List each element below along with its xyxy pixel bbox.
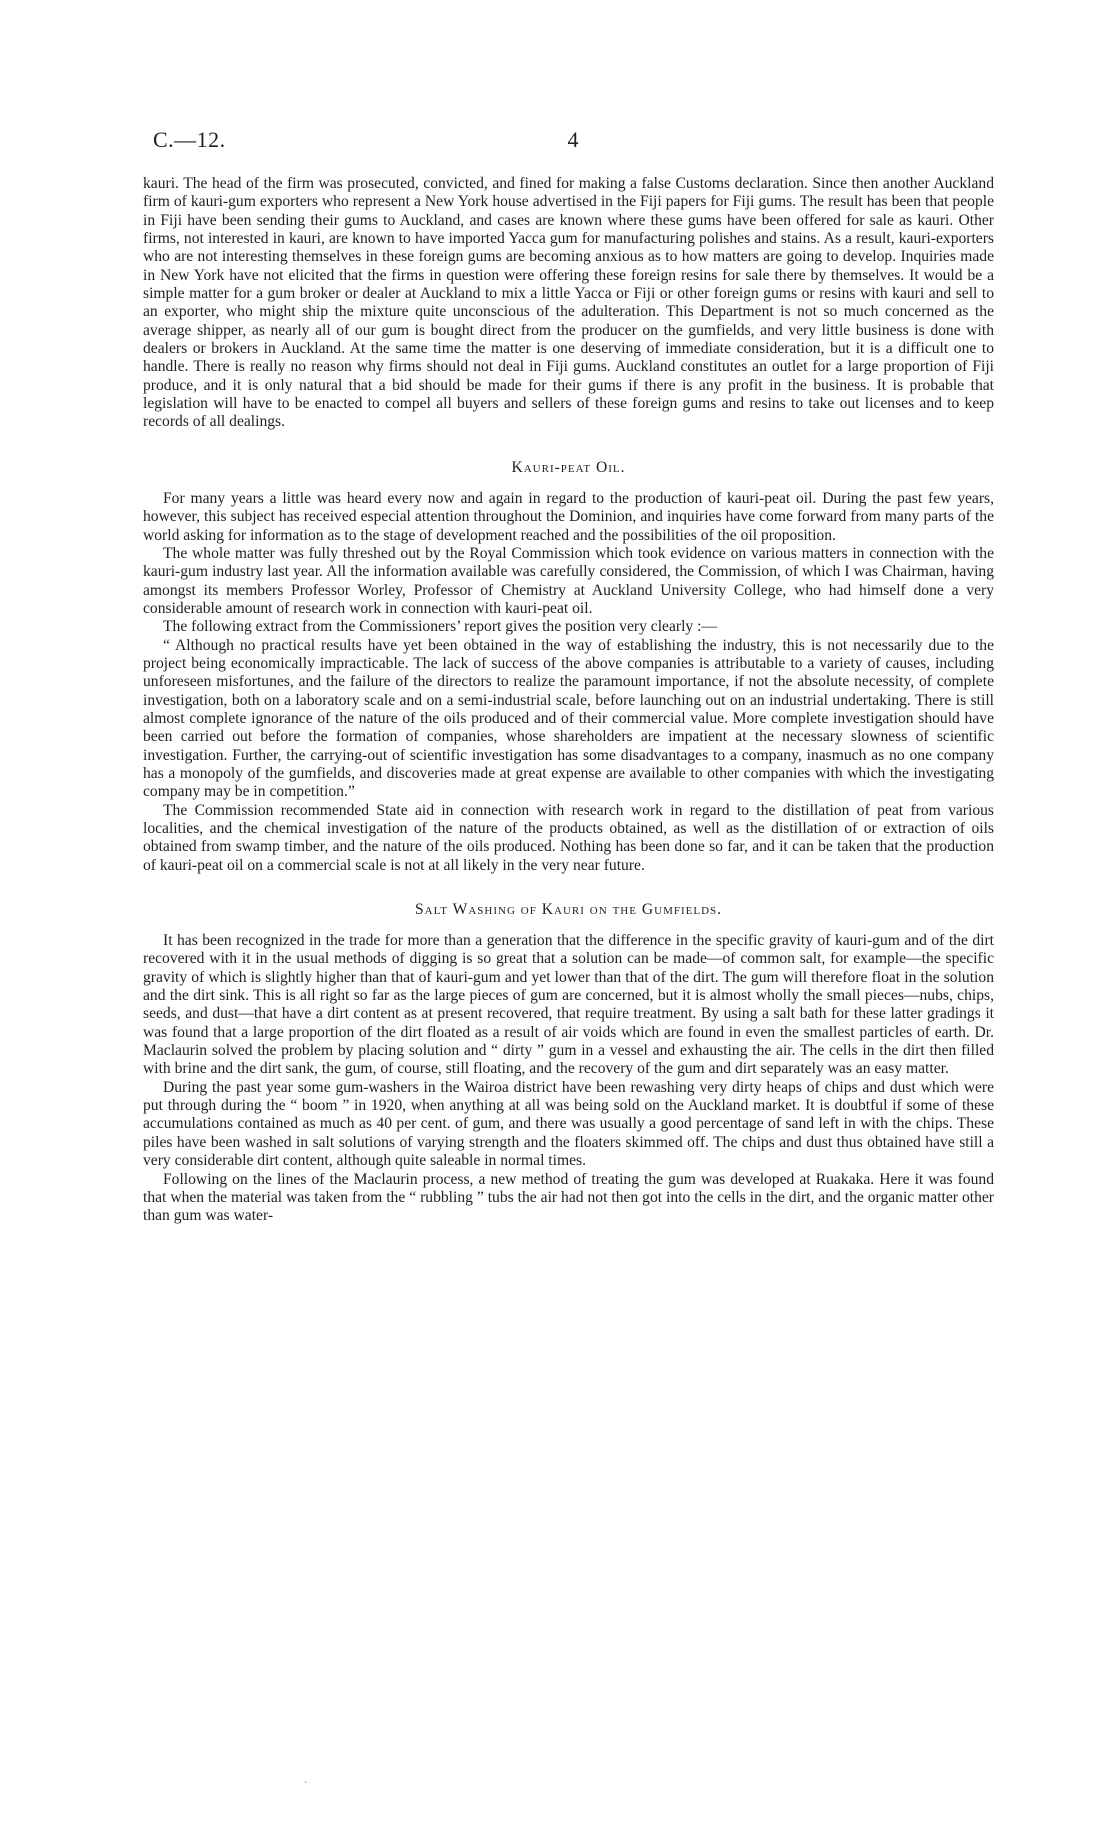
paragraph-kauri-peat-1: For many years a little was heard every now and again in regard to the production of kauri-peat oil. During the past few years, however, this subject has received especial attention throughout the Dominion, and inquiries have come forward from many parts of the world asking for information as to the stage of development reached and the possibilities of the oil proposition. — [143, 489, 994, 544]
paragraph-salt-washing-1: It has been recognized in the trade for more than a generation that the difference in the specific gravity of kauri-gum and of the dirt recovered with it in the usual methods of digging is so great that a solution can be made—of common salt, for example—the specific gravity of which is slightly higher than that of kauri-gum and yet lower than that of the dirt. The gum will therefore float in the solution and the dirt sink. This is all right so far as the large pieces of gum are concerned, but it is almost wholly the small pieces—nubs, chips, seeds, and dust—that have a dirt content as at present recovered, that require treatment. By using a salt bath for these latter gradings it was found that a large proportion of the dirt floated as a result of air voids which are found in even the smallest particles of earth. Dr. Maclaurin solved the problem by placing solution and “ dirty ” gum in a vessel and exhausting the air. The cells in the dirt then filled with brine and the dirt sank, the gum, of course, still floating, and the recovery of the gum and dirt separately was an easy matter. — [143, 932, 994, 1078]
section-heading-salt-washing: Salt Washing of Kauri on the Gumfields. — [414, 901, 723, 919]
page-number: 4 — [567, 127, 579, 152]
section-heading-kauri-peat-oil: Kauri-peat Oil. — [511, 458, 626, 476]
paragraph-intro: kauri. The head of the firm was prosecuted, convicted, and fined for making a false Customs declaration. Since then another Auckland firm of kauri-gum exporters who represent a New York house advertised in the Fiji papers for Fiji gums. The result has been that people in Fiji have been sending their gums to Auckland, and cases are known where these gums have been offered for sale as kauri. Other firms, not interested in kauri, are known to have imported Yacca gum for manufacturing polishes and stains. As a result, kauri-exporters who are not interesting themselves in these foreign gums are becoming anxious as to how matters are going to develop. Inquiries made in New York have not elicited that the firms in question were offering these foreign resins for sale there by themselves. It would be a simple matter for a gum broker or dealer at Auckland to mix a little Yacca or Fiji or other foreign gums or resins with kauri and sell to an exporter, who might ship the mixture quite unconscious of the adulteration. This Department is not so much concerned as the average shipper, as nearly all of our gum is bought direct from the producer on the gumfields, and very little business is done with dealers or brokers in Auckland. At the same time the matter is one deserving of immediate consideration, but it is a difficult one to handle. There is really no reason why firms should not deal in Fiji gums. Auckland constitutes an outlet for a large proportion of Fiji produce, and it is only natural that a bid should be made for their gums if there is any profit in the business. It is probable that legislation will have to be enacted to compel all buyers and sellers of these foreign gums and resins to take out licenses and to keep records of all dealings. — [143, 175, 994, 431]
paragraph-kauri-peat-3: The following extract from the Commissioners’ report gives the position very clearly :— — [163, 618, 718, 636]
paragraph-kauri-peat-5: The Commission recommended State aid in connection with research work in regard to the distillation of peat from various localities, and the chemical investigation of the nature of the products obtained, as well as the distillation of or extraction of oils obtained from swamp timber, and the nature of the oils produced. Nothing has been done so far, and it can be taken that the production of kauri-peat oil on a commercial scale is not at all likely in the very near future. — [143, 801, 994, 874]
stray-print-mark: ` — [304, 1781, 308, 1792]
document-reference: C.—12. — [153, 127, 226, 152]
paragraph-kauri-peat-2: The whole matter was fully threshed out by the Royal Commission which took evidence on various matters in connection with the kauri-gum industry last year. All the information available was carefully considered, the Commission, of which I was Chairman, having amongst its members Professor Worley, Professor of Chemistry at Auckland University College, who had himself done a very considerable amount of research work in connection with kauri-peat oil. — [143, 544, 994, 617]
paragraph-salt-washing-3: Following on the lines of the Maclaurin process, a new method of treating the gum was developed at Ruakaka. Here it was found that when the material was taken from the “ rubbling ” tubs the air had not then got into the cells in the dirt, and the organic matter other than gum was water- — [143, 1170, 994, 1225]
paragraph-salt-washing-2: During the past year some gum-washers in the Wairoa district have been rewashing very dirty heaps of chips and dust which were put through during the “ boom ” in 1920, when anything at all was being sold on the Auckland market. It is doubtful if some of these accumulations contained as much as 40 per cent. of gum, and there was usually a good percentage of sand left in with the chips. These piles have been washed in salt solutions of varying strength and the floaters skimmed off. The chips and dust thus obtained have still a very considerable dirt content, although quite saleable in normal times. — [143, 1078, 994, 1170]
page-body — [143, 175, 994, 1226]
page-header — [153, 127, 993, 161]
paragraph-commission-quote: “ Although no practical results have yet been obtained in the way of establishing the industry, this is not necessarily due to the project being economically impracticable. The lack of success of the above companies is attributable to a variety of causes, including unforeseen misfortunes, and the failure of the directors to realize the paramount importance, if not the absolute necessity, of complete investigation, both on a laboratory scale and on a semi-industrial scale, before launching out on an industrial undertaking. There is still almost complete ignorance of the nature of the oils produced and of their commercial value. More complete investigation should have been carried out before the formation of companies, whose shareholders are impatient at the necessary slowness of scientific investigation. Further, the carrying-out of scientific investigation has some disadvantages to a company, inasmuch as no one company has a monopoly of the gumfields, and discoveries made at great expense are available to other companies with which the investigating company may be in competition.” — [143, 636, 994, 801]
